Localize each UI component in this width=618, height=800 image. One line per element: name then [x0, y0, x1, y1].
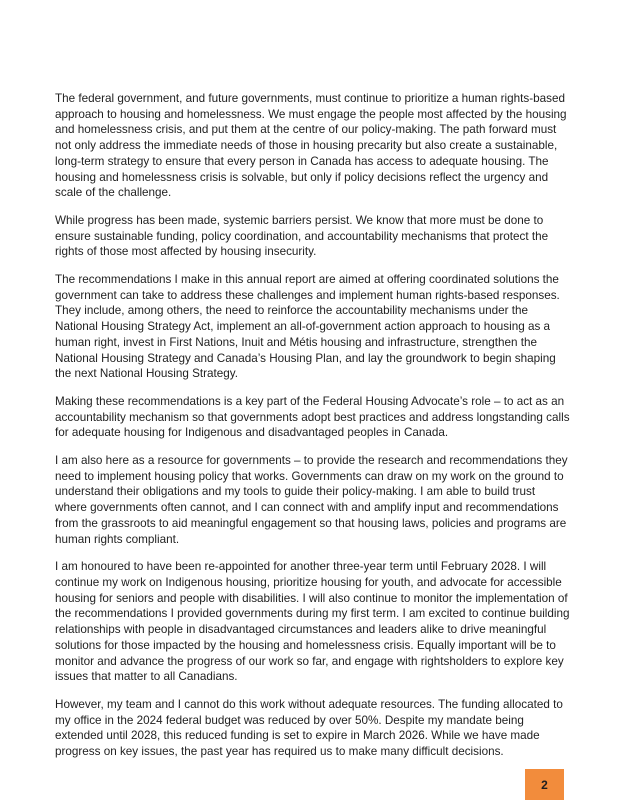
paragraph-3: The recommendations I make in this annual report are aimed at offering coordinated solutions the government can take to address these challenges and implement human rights-based responses. They include, among others, the need to reinforce the accountability mechanisms under the National Housing Strategy Act, implement an all-of-government action approach to housing as a human right, invest in First Nations, Inuit and Métis housing and infrastructure, strengthen the National Housing Strategy and Canada’s Housing Plan, and lay the groundwork to begin shaping the next National Housing Strategy. [55, 273, 560, 381]
paragraph-1: The federal government, and future governments, must continue to prioritize a human rights-based approach to housing and homelessness. We must engage the people most affected by the housing and homelessness crisis, and put them at the centre of our policy-making. The path forward must not only address the immediate needs of those in housing precarity but also create a sustainable, long-term strategy to ensure that every person in Canada has access to adequate housing. The housing and homelessness crisis is solvable, but only if policy decisions reflect the urgency and scale of the challenge. [55, 92, 567, 200]
paragraph-4: Making these recommendations is a key part of the Federal Housing Advocate’s role – to act as an accountability mechanism so that governments adopt best practices and address longstanding calls for adequate housing for Indigenous and disadvantaged peoples in Canada. [55, 394, 570, 440]
paragraph-6: I am honoured to have been re-appointed for another three-year term until February 2028. I will continue my work on Indigenous housing, prioritize housing for youth, and advocate for accessible housing for seniors and people with disabilities. I will also continue to monitor the implementation of the recommendations I provided governments during my first term. I am excited to continue building relationships with people in disadvantaged circumstances and leaders alike to drive meaningful solutions for those impacted by the housing and homelessness crisis. Equally important will be to monitor and advance the progress of our work so far, and engage with rightsholders to explore key issues that matter to all Canadians. [55, 560, 570, 684]
paragraph-5: I am also here as a resource for governments – to provide the research and recommendations they need to implement housing policy that works. Governments can draw on my work on the ground to understand their obligations and my tools to guide their policy-making. I am able to build trust where governments often cannot, and I can connect with and amplify input and recommendations from the grassroots to aid meaningful engagement so that housing laws, policies and programs are human rights compliant. [55, 454, 568, 546]
page-number: 2 [541, 777, 548, 792]
paragraph-2: While progress has been made, systemic barriers persist. We know that more must be done to ensure sustainable funding, policy coordination, and accountability mechanisms that protect the rights of those most affected by housing insecurity. [55, 213, 549, 259]
paragraph-7: However, my team and I cannot do this work without adequate resources. The funding allocated to my office in the 2024 federal budget was reduced by over 50%. Despite my mandate being extended until 2028, this reduced funding is set to expire in March 2026. While we have made progress on key issues, the past year has required us to make many difficult decisions. [55, 697, 563, 759]
page-number-badge [525, 769, 564, 800]
body-text [55, 91, 570, 772]
